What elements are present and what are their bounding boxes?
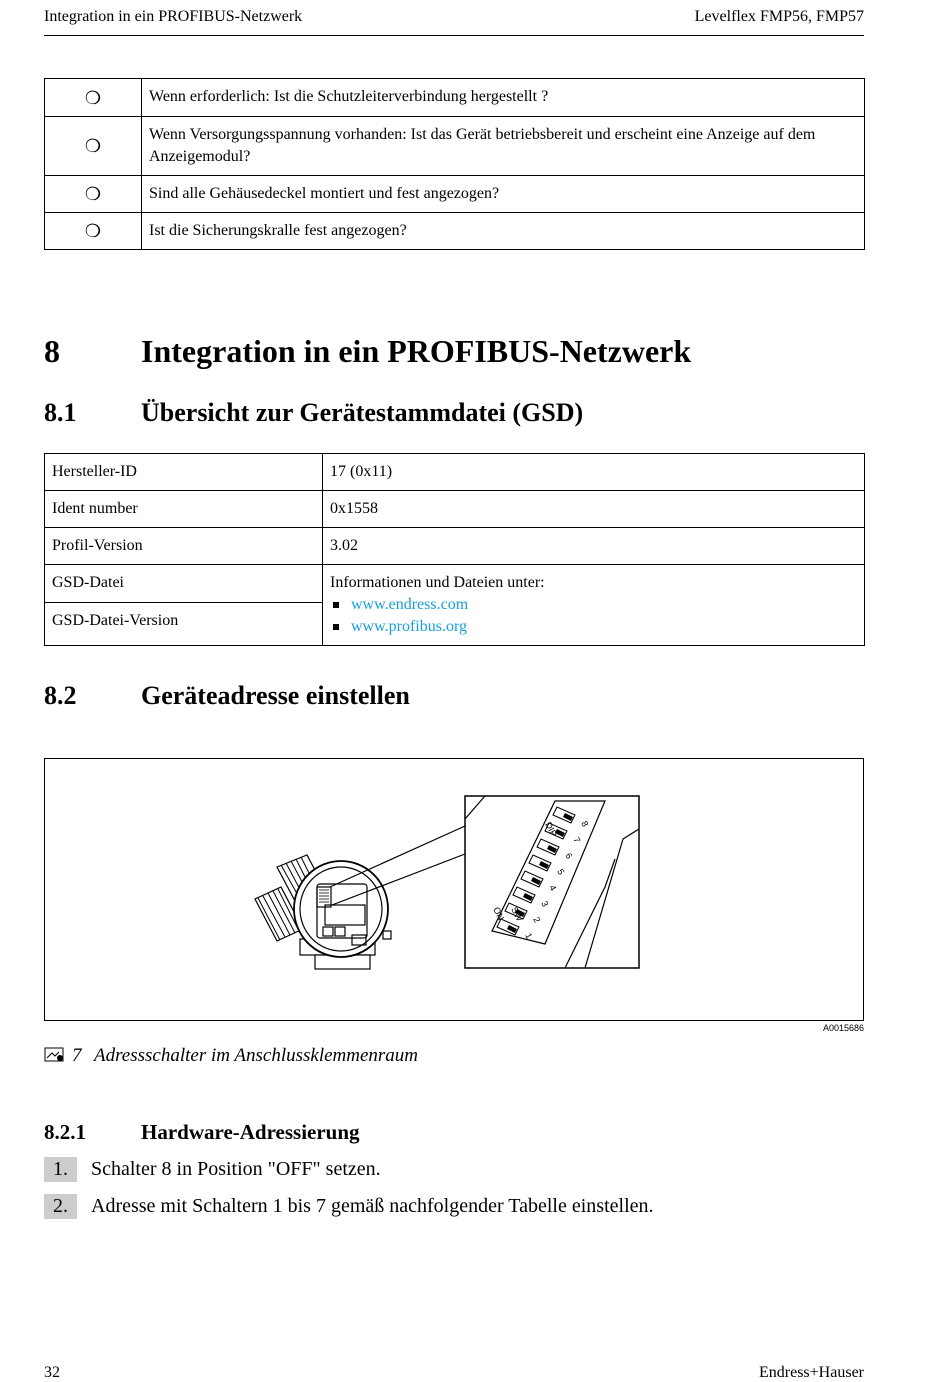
checklist-table [44,78,865,250]
footer-brand: Endress+Hauser [759,1364,864,1381]
subsubsection-number: 8.2.1 [44,1120,86,1144]
section-heading [44,333,691,370]
dip-label: 2 [531,915,543,925]
link-list [330,594,857,638]
dip-label: 6 [563,851,575,861]
section-title: Integration in ein PROFIBUS-Netzwerk [141,333,692,369]
subsection-number: 8.2 [44,681,77,710]
gsd-key: Ident number [45,491,323,528]
dip-label: 8 [579,819,591,829]
subsection-heading-address [44,681,410,711]
header-rule [44,35,864,36]
figure-code: A0015686 [822,1023,864,1033]
subsection-number: 8.1 [44,398,77,427]
gsd-key: Profil-Version [45,528,323,565]
gsd-key: Hersteller-ID [45,454,323,491]
list-item [330,594,857,616]
checkbox-symbol: ❍ [45,213,142,250]
gsd-table [44,453,865,646]
gsd-row [45,565,865,603]
checkbox-symbol: ❍ [45,117,142,176]
checklist-row [45,79,865,117]
subsubsection-heading [44,1120,360,1145]
gsd-value: 0x1558 [323,491,865,528]
profibus-link[interactable]: www.profibus.org [351,618,467,635]
gsd-key: GSD-Datei [45,565,323,603]
figure-caption-number: 7 [44,1045,94,1067]
figure-icon [44,1047,66,1063]
dip-label: 4 [547,883,559,893]
subsection-heading-gsd [44,398,583,428]
step-text: Adresse mit Schaltern 1 bis 7 gemäß nachfolgender Tabelle einstellen. [91,1195,654,1217]
section-number: 8 [44,333,60,369]
dip-label: 7 [571,835,583,845]
checklist-text: Wenn erforderlich: Ist die Schutzleiterverbindung hergestellt ? [142,79,865,117]
dip-label: 3 [539,899,551,909]
subsubsection-title: Hardware-Adressierung [141,1120,360,1144]
checklist-row [45,117,865,176]
subsection-title: Übersicht zur Gerätestammdatei (GSD) [141,398,584,427]
running-header-title: Integration in ein PROFIBUS-Netzwerk [44,8,303,25]
endress-link[interactable]: www.endress.com [351,596,469,613]
dip-label: 1 [523,931,535,941]
list-item [330,616,857,638]
gsd-row [45,528,865,565]
step-number: 1. [44,1157,77,1182]
step-item [44,1157,381,1182]
gsd-row [45,454,865,491]
checklist-row [45,213,865,250]
dip-label: 5 [555,867,567,877]
dip-label: DIP [543,820,559,839]
dip-label: ON [491,905,507,922]
step-item [44,1194,654,1219]
checkbox-symbol: ❍ [45,79,142,117]
step-number: 2. [44,1194,77,1219]
figure-caption [44,1045,418,1067]
gsd-value: 3.02 [323,528,865,565]
page-number: 32 [44,1364,60,1381]
subsection-title: Geräteadresse einstellen [141,681,410,710]
gsd-info-cell [323,565,865,646]
checklist-text: Sind alle Gehäusedeckel montiert und fest angezogen? [142,176,865,213]
step-text: Schalter 8 in Position "OFF" setzen. [91,1158,381,1180]
figure-caption-text: Adressschalter im Anschlussklemmenraum [94,1045,419,1066]
checklist-text: Ist die Sicherungskralle fest angezogen? [142,213,865,250]
device-dip-switch-illustration [45,759,863,1020]
gsd-key: GSD-Datei-Version [45,602,323,645]
checklist-row [45,176,865,213]
gsd-value: 17 (0x11) [323,454,865,491]
gsd-info-text: Informationen und Dateien unter: [330,574,545,591]
checkbox-symbol: ❍ [45,176,142,213]
dip-label: SW [509,905,525,923]
gsd-row [45,491,865,528]
running-header-product: Levelflex FMP56, FMP57 [694,8,864,25]
figure-frame [44,758,864,1021]
checklist-text: Wenn Versorgungsspannung vorhanden: Ist das Gerät betriebsbereit und erscheint eine Anzeige auf dem Anzeigemodul? [142,117,865,176]
